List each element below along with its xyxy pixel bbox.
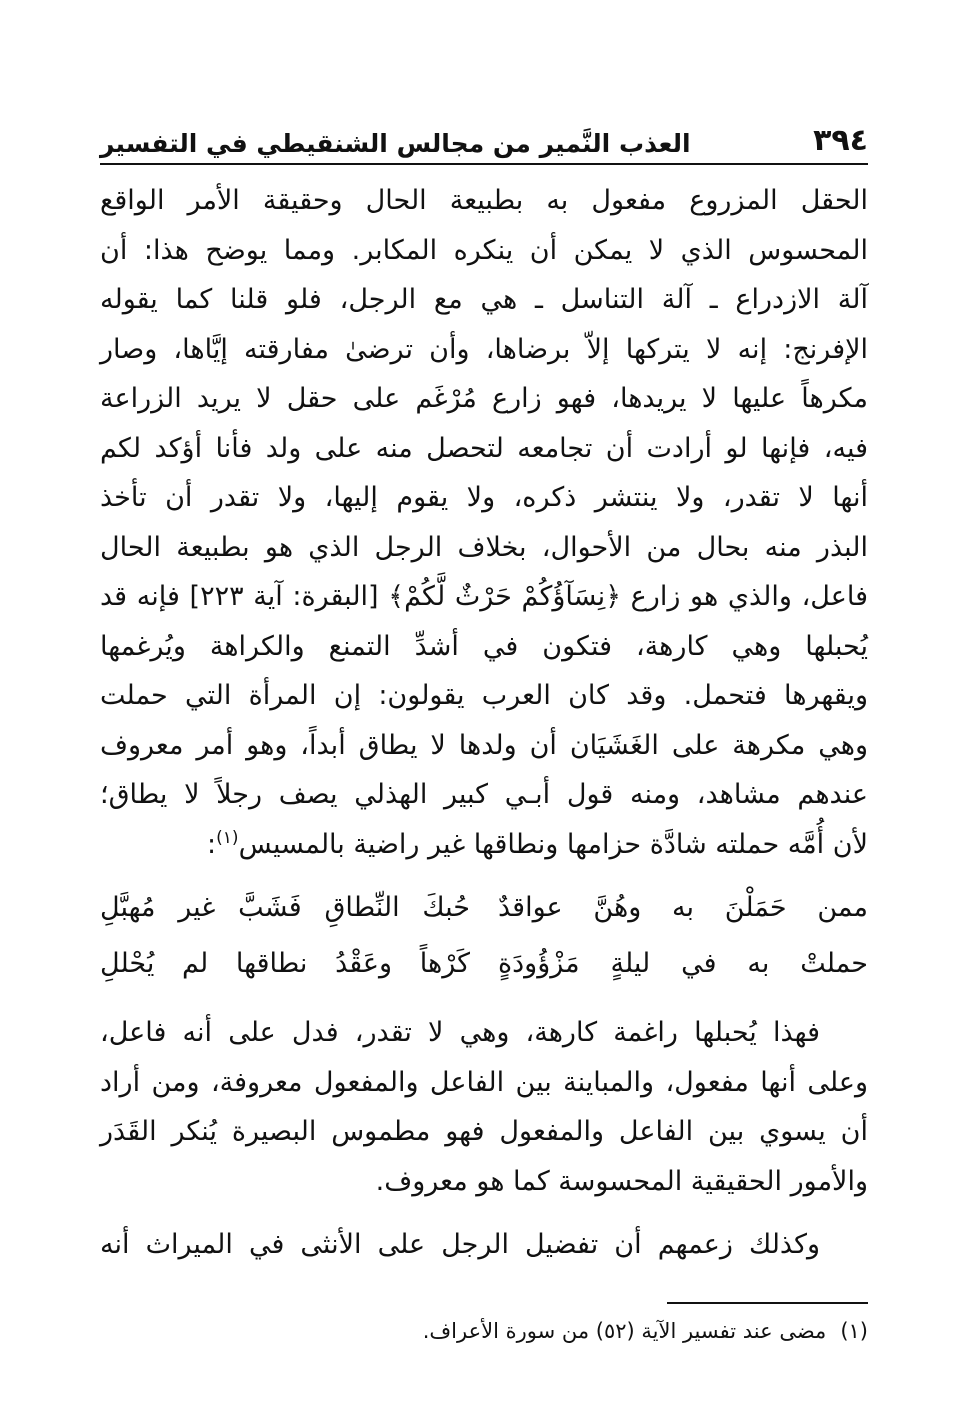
- text-line: فيه، فإنها لو أرادت أن تجامعه لتحصل منه على ولد فأنا أؤكد لكم: [100, 432, 868, 464]
- poem-hemistich-second: كَرْهاً وعَقْدُ نطاقها لم يُحْللِ: [100, 948, 470, 979]
- poem-hemistich-second: حُبكَ النِّطاقِ فَشَبَّ غير مُهبَّلِ: [100, 892, 470, 923]
- poem: [100, 880, 868, 992]
- footnote-text: مضى عند تفسير الآية (٥٢) من سورة الأعراف.: [422, 1319, 827, 1343]
- footnote-number: (١): [840, 1319, 868, 1343]
- paragraph-2: [100, 1008, 868, 1206]
- poem-hemistich-first: حملتْ به في ليلةٍ مَزْؤُودَةٍ: [498, 948, 868, 979]
- text-line: أنها لا تقدر، ولا ينتشر ذكره، ولا يقوم إليها، ولا تقدر أن تأخذ: [100, 482, 868, 513]
- text-line: فاعل، والذي هو زارع ﴿نِسَآؤُكُمْ حَرْثٌ لَّكُمْ﴾ [البقرة: آية ٢٢٣] فإنه قد: [100, 581, 868, 612]
- poem-verse: [100, 936, 868, 992]
- footnote: [423, 1314, 868, 1348]
- poem-verse: [100, 880, 868, 936]
- paragraph-1: [100, 176, 868, 869]
- text-line: عندهم مشاهد، ومنه قول أبـي كبير الهذلي يصف رجلاً لا يطاق؛: [100, 779, 868, 810]
- text-line: الحقل المزروع مفعول به بطبيعة الحال وحقيقة الأمر الواقع: [100, 185, 868, 216]
- page-header: [100, 110, 868, 156]
- paragraph-3: [100, 1220, 868, 1270]
- running-title: العذب النَّمير من مجالس الشنقيطي في التفسير: [100, 129, 691, 158]
- text-line: فهذا يُحبلها راغمة كارهة، وهي لا تقدر، فدل على أنه فاعل،: [100, 1017, 820, 1048]
- poem-hemistich-first: ممن حَمَلْنَ به وهُنَّ عواقدٌ: [498, 892, 868, 923]
- text-line: آلة الازدراع ـ آلة التناسل ـ هي مع الرجل، فلو قلنا كما يقوله: [100, 284, 868, 315]
- text-line-body: لأن أُمَّه حملته شادَّة حزامها ونطاقها غير راضية بالمسيس: [238, 828, 868, 860]
- text-line: ويقهرها فتحمل. وقد كان العرب يقولون: إن المرأة التي حملت: [100, 680, 868, 711]
- text-line: الإفرنج: إنه لا يتركها إلاّ برضاها، وأن ترضىٰ مفارقته إيَّاها، وصار: [100, 333, 868, 365]
- text-line: وهي مكرهة على الغَشَيَان أن ولدها لا يطاق أبداً، وهو أمر معروف: [100, 729, 868, 761]
- page-number: ٣٩٤: [813, 123, 868, 158]
- text-line: يُحبلها وهي كارهة، فتكون في أشدِّ التمنع والكراهة ويُرغمها: [100, 630, 868, 662]
- text-line-end: :: [207, 828, 217, 860]
- text-line: والأمور الحقيقية المحسوسة كما هو معروف.: [375, 1165, 868, 1197]
- text-line: البذر منه بحال من الأحوال، بخلاف الرجل الذي هو بطبيعة الحال: [100, 531, 868, 563]
- text-line-last: [100, 820, 868, 870]
- text-line: المحسوس الذي لا يمكن أن ينكره المكابر. ومما يوضح هذا: أن: [100, 234, 868, 266]
- text-line: أن يسوي بين الفاعل والمفعول فهو مطموس البصيرة يُنكر القَدَر: [100, 1116, 868, 1147]
- footnote-reference: (١): [216, 827, 239, 848]
- text-line: مكرهاً عليها لا يريدها، فهو زارع مُرْغَم على حقل لا يريد الزراعة: [100, 383, 868, 414]
- text-line: وعلى أنها مفعول، والمباينة بين الفاعل والمفعول معروفة، ومن أراد: [100, 1066, 868, 1098]
- header-rule: [100, 163, 868, 165]
- footnote-rule: [667, 1302, 868, 1304]
- text-line: وكذلك زعمهم أن تفضيل الرجل على الأنثى في الميراث أنه: [100, 1229, 820, 1260]
